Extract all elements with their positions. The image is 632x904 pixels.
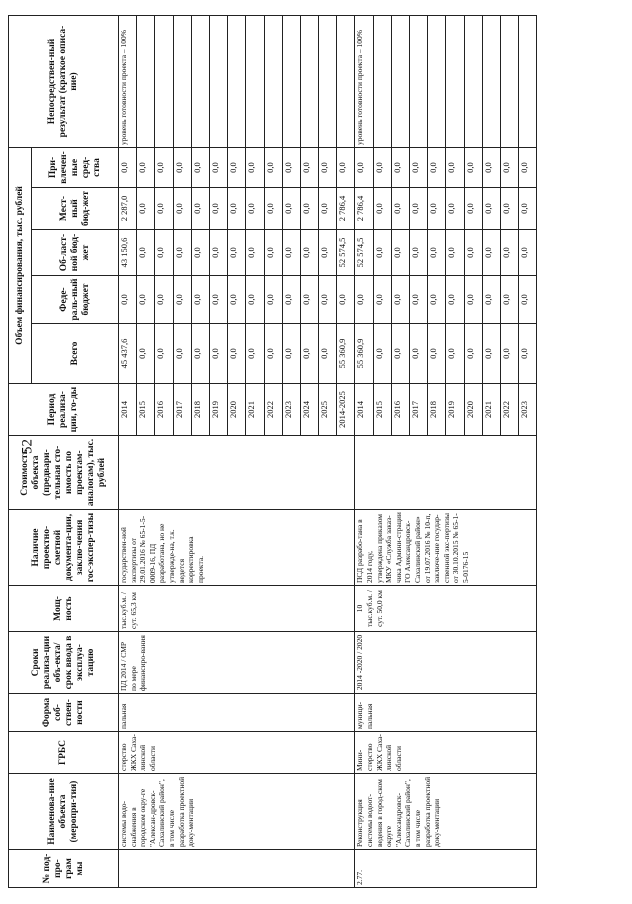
total-cell: 0,0 bbox=[428, 324, 446, 384]
attracted-cell: 0,0 bbox=[355, 148, 373, 188]
local-cell: 0,0 bbox=[228, 188, 246, 230]
federal-cell: 0,0 bbox=[191, 276, 209, 324]
result-cell bbox=[137, 16, 155, 148]
local-cell: 2 786,4 bbox=[337, 188, 355, 230]
result-cell bbox=[410, 16, 428, 148]
regional-cell: 0,0 bbox=[300, 230, 318, 276]
psd-cell: ПСД разрабо-тана в 2014 году, утверждена приказом МКУ «Служба заказ-чика Админи-страции ГО Александровск-Сахалинский район» от 19.07.2016 № 10-п, заключе-ние государ-ственной экс-пертизы от 30.10.2015 № 65-1-5-0176-15 bbox=[355, 510, 537, 586]
attracted-cell: 0,0 bbox=[119, 148, 137, 188]
federal-cell: 0,0 bbox=[155, 276, 173, 324]
header-grbs: ГРБС bbox=[9, 732, 119, 774]
regional-cell: 0,0 bbox=[137, 230, 155, 276]
regional-cell: 0,0 bbox=[410, 230, 428, 276]
result-cell bbox=[282, 16, 300, 148]
local-cell: 2 287,0 bbox=[119, 188, 137, 230]
header-terms: Сроки реализа-ции объ-екта/срок ввода в эксплуа-тацию bbox=[9, 632, 119, 694]
period-cell: 2021 bbox=[246, 384, 264, 436]
local-cell: 0,0 bbox=[519, 188, 537, 230]
local-cell: 0,0 bbox=[191, 188, 209, 230]
federal-cell: 0,0 bbox=[228, 276, 246, 324]
federal-cell: 0,0 bbox=[319, 276, 337, 324]
result-cell bbox=[391, 16, 409, 148]
federal-cell: 0,0 bbox=[482, 276, 500, 324]
cost-cell bbox=[355, 436, 537, 510]
federal-cell: 0,0 bbox=[264, 276, 282, 324]
local-cell: 0,0 bbox=[155, 188, 173, 230]
local-cell: 0,0 bbox=[446, 188, 464, 230]
ownership-cell: муници-пальная bbox=[355, 694, 537, 732]
period-cell: 2015 bbox=[373, 384, 391, 436]
period-cell: 2019 bbox=[446, 384, 464, 436]
header-local: Мест-ный бюд-жет bbox=[32, 188, 119, 230]
total-cell: 0,0 bbox=[155, 324, 173, 384]
total-cell: 0,0 bbox=[519, 324, 537, 384]
attracted-cell: 0,0 bbox=[155, 148, 173, 188]
capacity-cell: тыс.куб.м. /сут. 65,3 км bbox=[119, 586, 355, 632]
header-total: Всего bbox=[32, 324, 119, 384]
total-cell: 0,0 bbox=[446, 324, 464, 384]
local-cell: 0,0 bbox=[410, 188, 428, 230]
result-cell bbox=[446, 16, 464, 148]
regional-cell: 0,0 bbox=[519, 230, 537, 276]
terms-cell: ПД 2014 / СМР по мере финансиро-вания bbox=[119, 632, 355, 694]
regional-cell: 0,0 bbox=[209, 230, 227, 276]
period-cell: 2015 bbox=[137, 384, 155, 436]
period-cell: 2022 bbox=[500, 384, 518, 436]
attracted-cell: 0,0 bbox=[373, 148, 391, 188]
attracted-cell: 0,0 bbox=[446, 148, 464, 188]
header-federal: Феде-раль-ный бюджет bbox=[32, 276, 119, 324]
attracted-cell: 0,0 bbox=[391, 148, 409, 188]
period-cell: 2023 bbox=[519, 384, 537, 436]
period-cell: 2020 bbox=[464, 384, 482, 436]
result-cell bbox=[246, 16, 264, 148]
local-cell: 2 786,4 bbox=[355, 188, 373, 230]
attracted-cell: 0,0 bbox=[300, 148, 318, 188]
total-cell: 55 360,9 bbox=[355, 324, 373, 384]
header-capacity: Мощ-ность bbox=[9, 586, 119, 632]
regional-cell: 43 150,6 bbox=[119, 230, 137, 276]
total-cell: 0,0 bbox=[173, 324, 191, 384]
attracted-cell: 0,0 bbox=[191, 148, 209, 188]
local-cell: 0,0 bbox=[319, 188, 337, 230]
regional-cell: 0,0 bbox=[246, 230, 264, 276]
total-cell: 55 360,9 bbox=[337, 324, 355, 384]
rotated-page bbox=[8, 16, 582, 888]
federal-cell: 0,0 bbox=[446, 276, 464, 324]
federal-cell: 0,0 bbox=[209, 276, 227, 324]
regional-cell: 0,0 bbox=[446, 230, 464, 276]
total-cell: 0,0 bbox=[191, 324, 209, 384]
regional-cell: 0,0 bbox=[264, 230, 282, 276]
result-cell bbox=[428, 16, 446, 148]
result-cell bbox=[337, 16, 355, 148]
period-cell: 2018 bbox=[428, 384, 446, 436]
local-cell: 0,0 bbox=[391, 188, 409, 230]
result-cell bbox=[373, 16, 391, 148]
grbs-cell: Мини-стерство ЖКХ Саха-линской области bbox=[355, 732, 537, 774]
psd-cell: государствен-ной экспертизы от 29.01.2016 № 65-1-5-0009-16, ПД разработана, но не утвержде-на, т.к. ведется корректировка проекта. bbox=[119, 510, 355, 586]
header-form: Форма соб-ствен-ности bbox=[9, 694, 119, 732]
regional-cell: 0,0 bbox=[373, 230, 391, 276]
result-cell bbox=[482, 16, 500, 148]
table-row bbox=[119, 16, 137, 888]
table-row bbox=[355, 16, 373, 888]
object-name-cell: Реконструкция системы водоот-ведения в город-ском округе "Александровск-Сахалинский район", в том числе разработка проектной доку-ментации bbox=[355, 774, 537, 850]
header-period: Период реализа-ции, го-ды bbox=[9, 384, 119, 436]
total-cell: 0,0 bbox=[464, 324, 482, 384]
local-cell: 0,0 bbox=[137, 188, 155, 230]
result-cell bbox=[519, 16, 537, 148]
attracted-cell: 0,0 bbox=[428, 148, 446, 188]
federal-cell: 0,0 bbox=[373, 276, 391, 324]
federal-cell: 0,0 bbox=[428, 276, 446, 324]
header-regional: Об-ласт-ной бюд-жет bbox=[32, 230, 119, 276]
local-cell: 0,0 bbox=[282, 188, 300, 230]
attracted-cell: 0,0 bbox=[264, 148, 282, 188]
period-cell: 2016 bbox=[155, 384, 173, 436]
object-number-cell: 2.77. bbox=[355, 850, 537, 888]
local-cell: 0,0 bbox=[209, 188, 227, 230]
result-cell bbox=[264, 16, 282, 148]
regional-cell: 0,0 bbox=[428, 230, 446, 276]
period-cell: 2024 bbox=[300, 384, 318, 436]
federal-cell: 0,0 bbox=[246, 276, 264, 324]
result-cell bbox=[464, 16, 482, 148]
result-cell: уровень готовности проекта – 100% bbox=[119, 16, 137, 148]
financing-table bbox=[8, 15, 537, 888]
attracted-cell: 0,0 bbox=[319, 148, 337, 188]
total-cell: 0,0 bbox=[300, 324, 318, 384]
attracted-cell: 0,0 bbox=[246, 148, 264, 188]
regional-cell: 0,0 bbox=[282, 230, 300, 276]
header-result: Непосредствен-ный результат (краткое описа-ние) bbox=[9, 16, 119, 148]
federal-cell: 0,0 bbox=[391, 276, 409, 324]
result-cell bbox=[155, 16, 173, 148]
result-cell bbox=[191, 16, 209, 148]
local-cell: 0,0 bbox=[482, 188, 500, 230]
regional-cell: 0,0 bbox=[500, 230, 518, 276]
page-number: 52 bbox=[19, 439, 36, 454]
regional-cell: 0,0 bbox=[191, 230, 209, 276]
period-cell: 2019 bbox=[209, 384, 227, 436]
period-cell: 2014 bbox=[355, 384, 373, 436]
federal-cell: 0,0 bbox=[282, 276, 300, 324]
header-num: № под-про-грам мы bbox=[9, 850, 119, 888]
result-cell bbox=[209, 16, 227, 148]
federal-cell: 0,0 bbox=[119, 276, 137, 324]
regional-cell: 52 574,5 bbox=[355, 230, 373, 276]
local-cell: 0,0 bbox=[500, 188, 518, 230]
period-cell: 2023 bbox=[282, 384, 300, 436]
attracted-cell: 0,0 bbox=[282, 148, 300, 188]
regional-cell: 0,0 bbox=[319, 230, 337, 276]
federal-cell: 0,0 bbox=[519, 276, 537, 324]
attracted-cell: 0,0 bbox=[137, 148, 155, 188]
table-body bbox=[119, 16, 537, 888]
period-cell: 2017 bbox=[173, 384, 191, 436]
attracted-cell: 0,0 bbox=[519, 148, 537, 188]
total-cell: 0,0 bbox=[410, 324, 428, 384]
period-cell: 2014-2025 bbox=[337, 384, 355, 436]
period-cell: 2021 bbox=[482, 384, 500, 436]
grbs-cell: стерство ЖКХ Саха-линской области bbox=[119, 732, 355, 774]
regional-cell: 0,0 bbox=[173, 230, 191, 276]
attracted-cell: 0,0 bbox=[500, 148, 518, 188]
local-cell: 0,0 bbox=[173, 188, 191, 230]
total-cell: 0,0 bbox=[209, 324, 227, 384]
regional-cell: 0,0 bbox=[391, 230, 409, 276]
total-cell: 0,0 bbox=[391, 324, 409, 384]
total-cell: 0,0 bbox=[246, 324, 264, 384]
attracted-cell: 0,0 bbox=[482, 148, 500, 188]
attracted-cell: 0,0 bbox=[173, 148, 191, 188]
total-cell: 0,0 bbox=[482, 324, 500, 384]
object-name-cell: системы водо-снабжения в городском окру-ге "Алексан-дровск-Сахалинский район", в том числе разработка проектной доку-ментации bbox=[119, 774, 355, 850]
federal-cell: 0,0 bbox=[137, 276, 155, 324]
federal-cell: 0,0 bbox=[337, 276, 355, 324]
total-cell: 0,0 bbox=[264, 324, 282, 384]
total-cell: 45 437,6 bbox=[119, 324, 137, 384]
total-cell: 0,0 bbox=[137, 324, 155, 384]
total-cell: 0,0 bbox=[228, 324, 246, 384]
header-psd: Наличие проектно-сметной документа-ции, заклю-чения гос-экспер-тизы bbox=[9, 510, 119, 586]
regional-cell: 0,0 bbox=[228, 230, 246, 276]
total-cell: 0,0 bbox=[282, 324, 300, 384]
result-cell bbox=[173, 16, 191, 148]
local-cell: 0,0 bbox=[428, 188, 446, 230]
terms-cell: 2014 -2020 / 2020 bbox=[355, 632, 537, 694]
cost-cell bbox=[119, 436, 355, 510]
local-cell: 0,0 bbox=[464, 188, 482, 230]
result-cell bbox=[228, 16, 246, 148]
federal-cell: 0,0 bbox=[464, 276, 482, 324]
local-cell: 0,0 bbox=[246, 188, 264, 230]
attracted-cell: 0,0 bbox=[410, 148, 428, 188]
local-cell: 0,0 bbox=[300, 188, 318, 230]
period-cell: 2022 bbox=[264, 384, 282, 436]
total-cell: 0,0 bbox=[500, 324, 518, 384]
attracted-cell: 0,0 bbox=[464, 148, 482, 188]
header-attracted: При-влечен-ные сред-ства bbox=[32, 148, 119, 188]
federal-cell: 0,0 bbox=[500, 276, 518, 324]
period-cell: 2016 bbox=[391, 384, 409, 436]
federal-cell: 0,0 bbox=[410, 276, 428, 324]
header-funding-group: Объем финансирования, тыс. рублей bbox=[9, 148, 32, 384]
period-cell: 2017 bbox=[410, 384, 428, 436]
local-cell: 0,0 bbox=[373, 188, 391, 230]
local-cell: 0,0 bbox=[264, 188, 282, 230]
ownership-cell: пальная bbox=[119, 694, 355, 732]
capacity-cell: 10 тыс.куб.м. /сут. 50,0 км bbox=[355, 586, 537, 632]
regional-cell: 0,0 bbox=[155, 230, 173, 276]
header-name: Наименова-ние объекта (меропри-тия) bbox=[9, 774, 119, 850]
period-cell: 2014 bbox=[119, 384, 137, 436]
header-row-1 bbox=[9, 16, 32, 888]
federal-cell: 0,0 bbox=[300, 276, 318, 324]
period-cell: 2025 bbox=[319, 384, 337, 436]
federal-cell: 0,0 bbox=[173, 276, 191, 324]
attracted-cell: 0,0 bbox=[209, 148, 227, 188]
result-cell bbox=[300, 16, 318, 148]
regional-cell: 0,0 bbox=[464, 230, 482, 276]
result-cell bbox=[500, 16, 518, 148]
federal-cell: 0,0 bbox=[355, 276, 373, 324]
attracted-cell: 0,0 bbox=[228, 148, 246, 188]
header-cost: Стоимость объекта (предвари-тельная сто-имость по проектам-аналогам), тыс. рублей bbox=[9, 436, 119, 510]
result-cell bbox=[319, 16, 337, 148]
period-cell: 2018 bbox=[191, 384, 209, 436]
object-number-cell bbox=[119, 850, 355, 888]
total-cell: 0,0 bbox=[319, 324, 337, 384]
period-cell: 2020 bbox=[228, 384, 246, 436]
result-cell: уровень готовности проекта – 100% bbox=[355, 16, 373, 148]
regional-cell: 0,0 bbox=[482, 230, 500, 276]
total-cell: 0,0 bbox=[373, 324, 391, 384]
regional-cell: 52 574,5 bbox=[337, 230, 355, 276]
attracted-cell: 0,0 bbox=[337, 148, 355, 188]
